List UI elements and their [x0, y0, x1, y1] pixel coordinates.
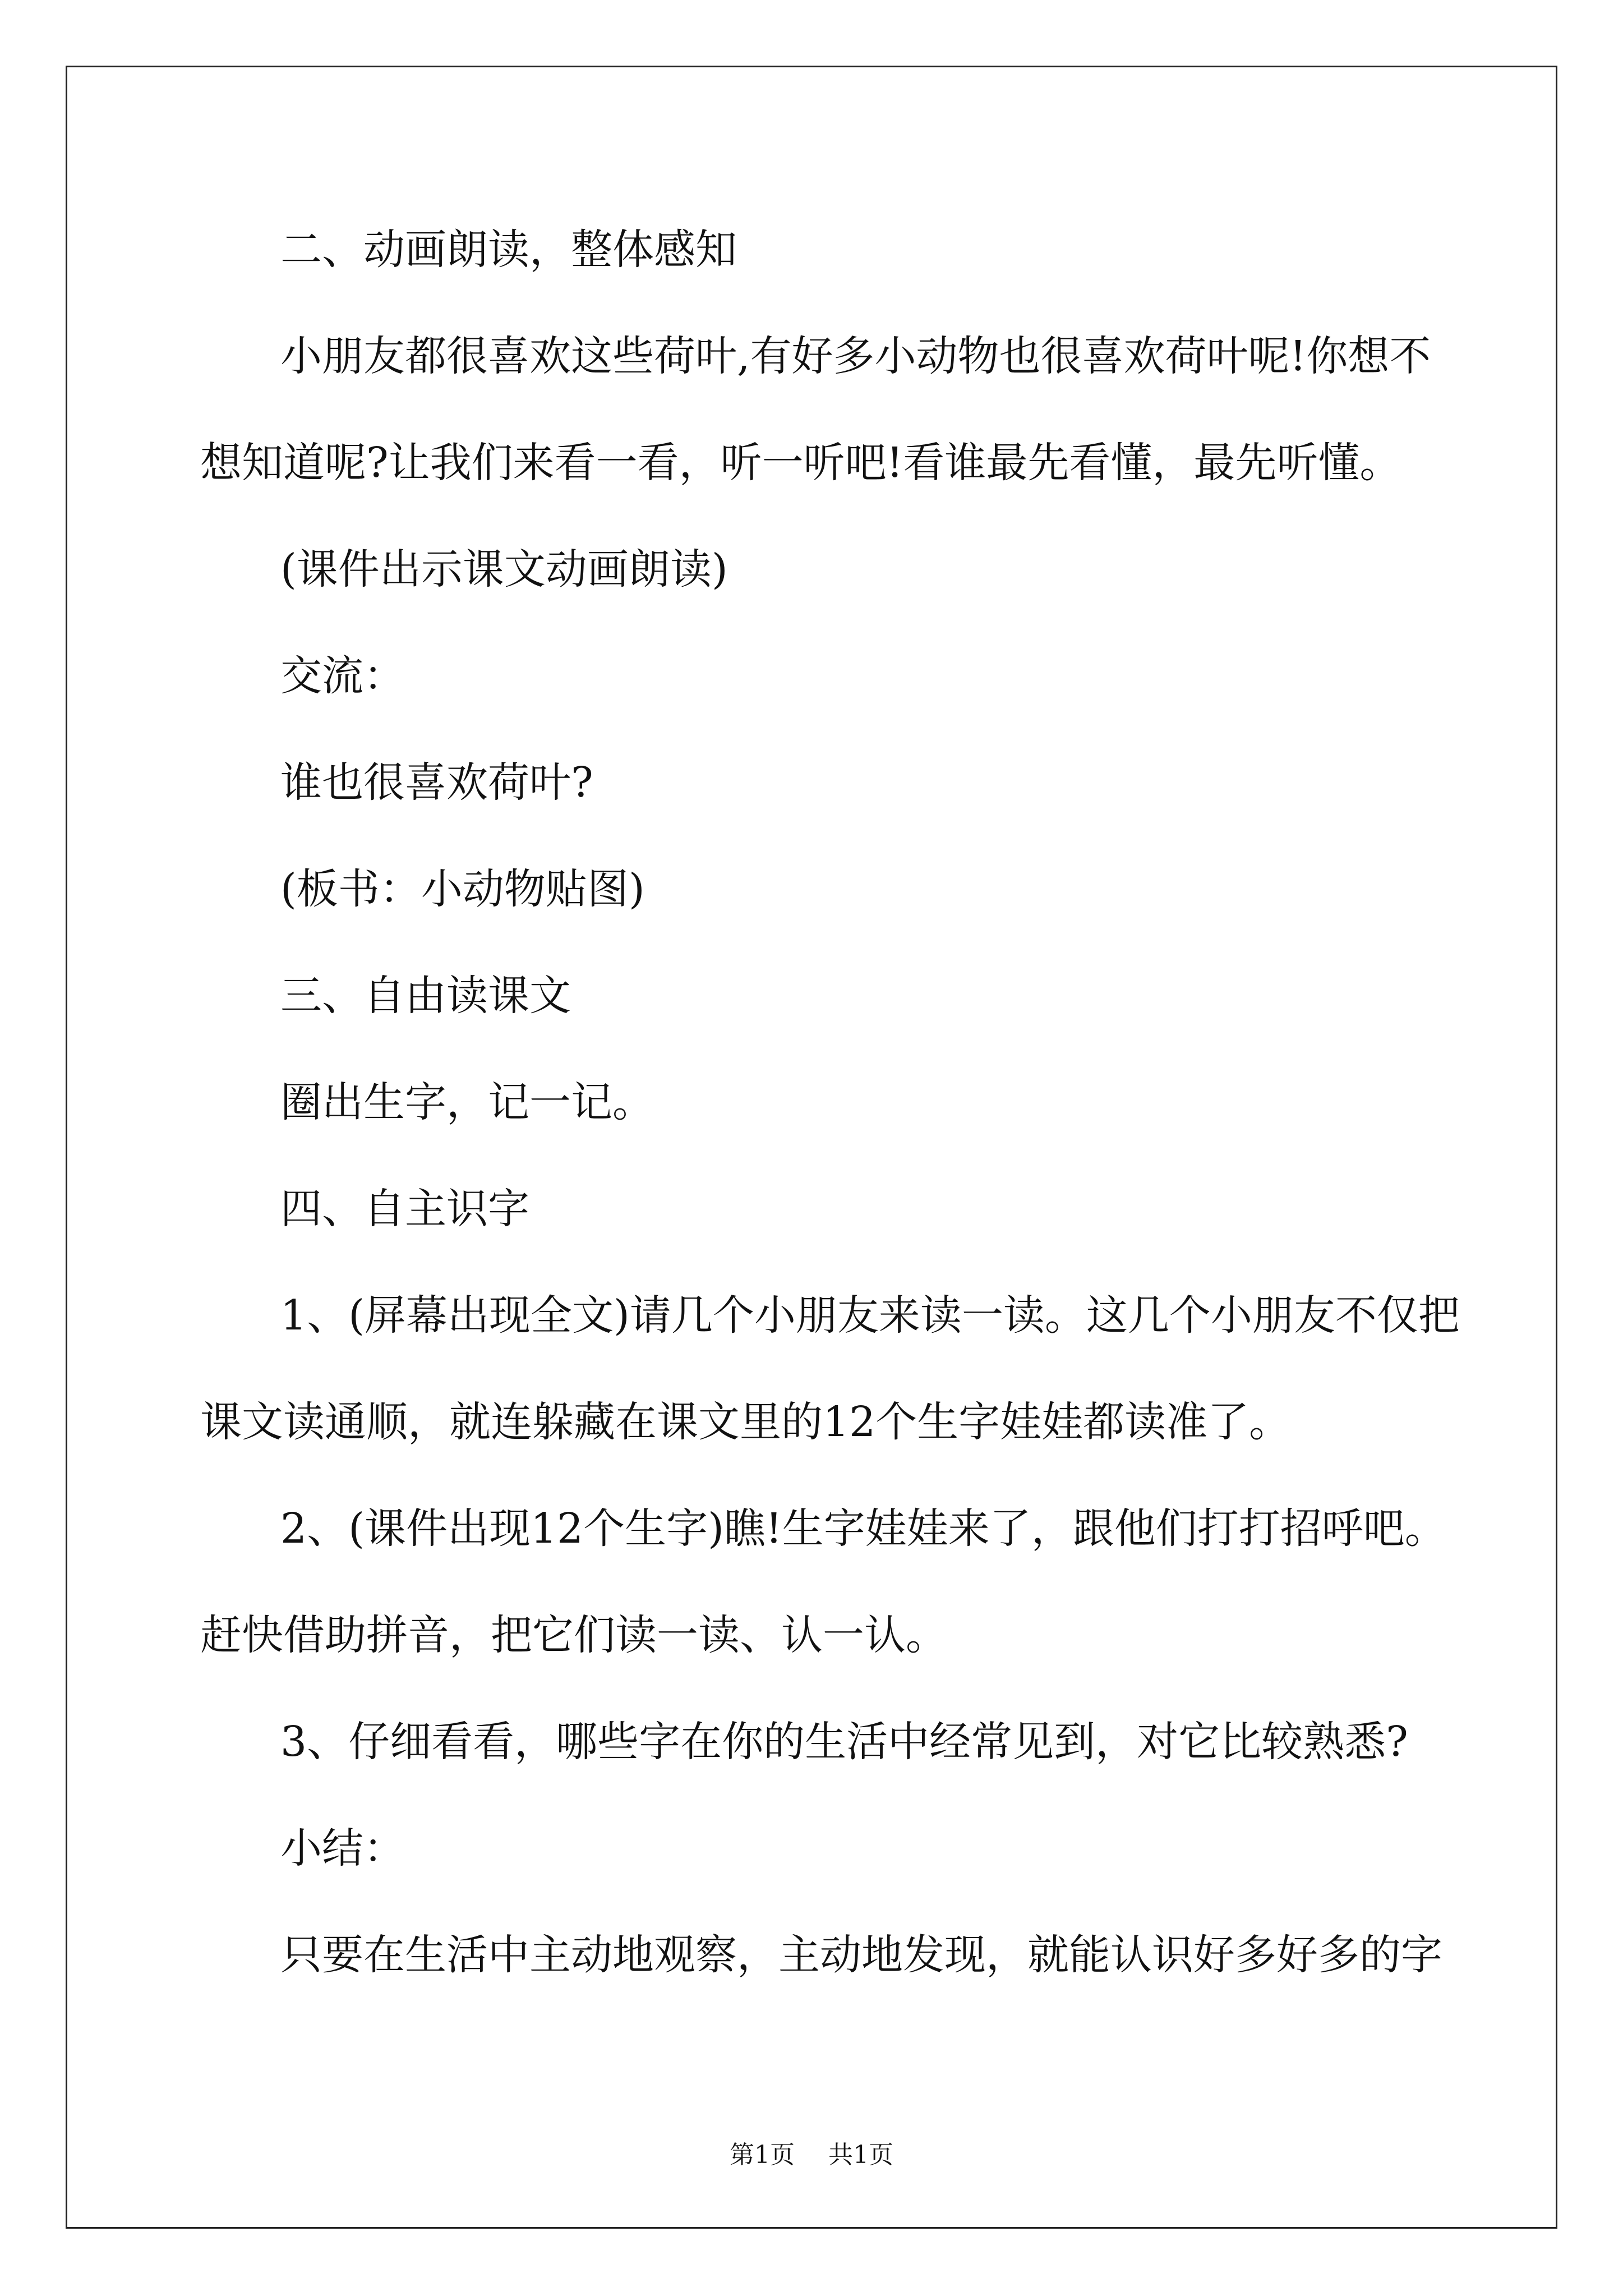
- paragraph-line: 小结：: [280, 1824, 405, 1872]
- paragraph-line: 小朋友都很喜欢这些荷叶,有好多小动物也很喜欢荷叶呢!你想不: [280, 332, 1431, 380]
- paragraph-line: (课件出示课文动画朗读): [280, 545, 728, 593]
- paragraph-line: 赶快借助拼音，把它们读一读、认一认。: [200, 1611, 947, 1659]
- paragraph-line: 只要在生活中主动地观察，主动地发现，就能认识好多好多的字: [280, 1931, 1442, 1979]
- paragraph-line: 2、(课件出现12个生字)瞧!生字娃娃来了，跟他们打打招呼吧。: [280, 1504, 1446, 1553]
- page-total: 共1页: [828, 2141, 893, 2169]
- paragraph-line: 3、仔细看看，哪些字在你的生活中经常见到，对它比较熟悉?: [280, 1718, 1408, 1766]
- paragraph-line: 想知道呢?让我们来看一看，听一听吧!看谁最先看懂，最先听懂。: [200, 439, 1401, 487]
- paragraph-line: 课文读通顺，就连躲藏在课文里的12个生字娃娃都读准了。: [200, 1398, 1291, 1446]
- section-heading-2: 二、动画朗读，整体感知: [280, 226, 737, 274]
- section-heading-4: 四、自主识字: [280, 1185, 529, 1233]
- paragraph-line: 圈出生字，记一记。: [280, 1078, 654, 1126]
- paragraph-line: (板书：小动物贴图): [280, 865, 645, 913]
- page-number: 第1页: [730, 2141, 795, 2169]
- paragraph-line: 1、(屏幕出现全文)请几个小朋友来读一读。这几个小朋友不仅把: [280, 1291, 1460, 1340]
- section-heading-3: 三、自由读课文: [280, 972, 571, 1020]
- paragraph-line: 交流：: [280, 652, 405, 700]
- page-footer: [0, 2138, 1623, 2172]
- paragraph-line: 谁也很喜欢荷叶?: [280, 758, 593, 807]
